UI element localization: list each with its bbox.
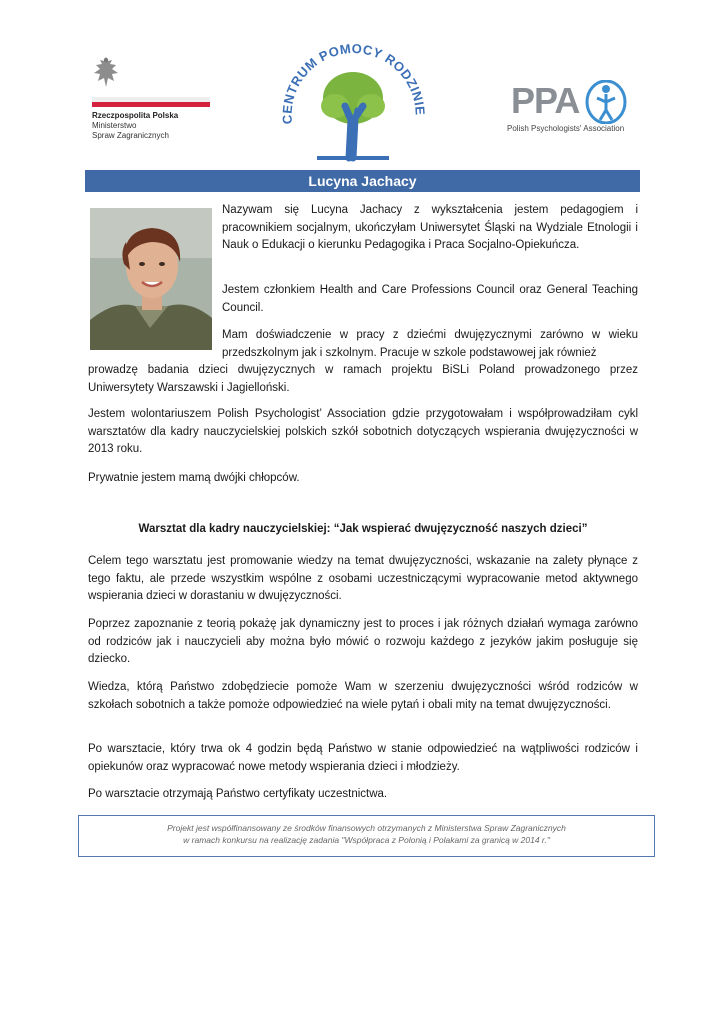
tree-family-icon	[317, 72, 389, 160]
workshop-heading: Warsztat dla kadry nauczycielskiej: “Jak wspierać dwujęzyczność naszych dzieci”	[138, 523, 588, 535]
title-bar	[85, 170, 640, 192]
funding-note-box	[78, 815, 655, 857]
ppa-logo	[505, 80, 640, 140]
workshop-paragraph-3: Wiedza, którą Państwo zdobędziecie pomoże Wam w szerzeniu dwujęzyczności wśród rodziców w szkołach sobotnich a także pomoże odpowiedzieć na wiele pytań i obali mity na temat dwujęzyczności.	[88, 681, 638, 711]
bio-paragraph-5: Prywatnie jestem mamą dwójki chłopców.	[88, 472, 300, 484]
workshop-paragraph-4: Po warsztacie, który trwa ok 4 godzin będą Państwo w stanie odpowiedzieć na wątpliwości rodziców i opiekunów oraz wypracować nowe metody wspierania dzieci i młodzieży.	[88, 743, 638, 773]
centrum-logo-text: CENTRUM POMOCY RODZINIE	[279, 40, 428, 125]
ppa-logo-letters: PPA	[511, 80, 580, 121]
workshop-paragraph-2: Poprzez zapoznanie z teorią pokażę jak dynamiczny jest to proces i jak różnych działań wymaga zarówno od rodziców jak i nauczycieli aby można było mówić o rozwoju każdego z jezyków jakim posługuje się dziecko.	[88, 618, 638, 665]
workshop-paragraph-1: Celem tego warsztatu jest promowanie wiedzy na temat dwujęzyczności, wskazanie na zalety płynące z tego faktu, ale przede wszystkim wspólne z osobami uczestniczącymi wypracowanie metod aktywnego wspierania dzieci w dorastaniu w dwujęzyczności.	[88, 555, 638, 602]
ministry-line1: Rzeczpospolita Polska	[92, 111, 179, 120]
portrait-photo	[90, 208, 212, 350]
funding-note-line2: w ramach konkursu na realizację zadania "Współpraca z Polonią i Polakami za granicą w 2014 r."	[183, 835, 550, 845]
ministry-line2: Ministerstwo	[92, 121, 137, 130]
page-title: Lucyna Jachacy	[308, 173, 417, 189]
bio-paragraph-4: Jestem wolontariuszem Polish Psychologist’ Association gdzie przygotowałam i współprowadziłam cykl warsztatów dla kadry nauczycielskiej polskich szkół sobotnich dotyczących wspierania dwujęzyczności w 2013 roku.	[88, 408, 638, 455]
funding-note-line1: Projekt jest współfinansowany ze środków finansowych otrzymanych z Ministerstwa Spraw Zagranicznych	[167, 823, 566, 833]
bio-paragraph-1: Nazywam się Lucyna Jachacy z wykształcenia jestem pedagogiem i pracownikiem socjalnym, ukończyłam Uniwersytet Śląski na Wydziale Etnologii i Nauk o Edukacji o kierunku Pedagogika i Praca Socjalno-Opiekuńcza.	[222, 204, 638, 251]
bio-paragraph-3b: prowadzę badania dzieci dwujęzycznych w ramach projektu BiSLi Poland prowadzonego przez Uniwersytety Warszawski i Jagielloński.	[88, 364, 638, 394]
eagle-emblem-icon	[92, 55, 120, 89]
ppa-caption: Polish Psychologists' Association	[507, 124, 625, 133]
flag-red-stripe	[92, 102, 210, 107]
bio-paragraph-2: Jestem członkiem Health and Care Professions Council oraz General Teaching Council.	[222, 284, 638, 314]
ministry-line3: Spraw Zagranicznych	[92, 131, 169, 140]
workshop-paragraph-5: Po warsztacie otrzymają Państwo certyfikaty uczestnictwa.	[88, 788, 388, 800]
ministry-logo	[88, 55, 213, 145]
figure-icon	[585, 80, 627, 124]
centrum-logo	[275, 40, 430, 165]
bio-paragraph-3a: Mam doświadczenie w pracy z dziećmi dwujęzycznymi zarówno w wieku przedszkolnym jak i szkolnym. Pracuje w szkole podstawowej jak również	[222, 329, 638, 359]
